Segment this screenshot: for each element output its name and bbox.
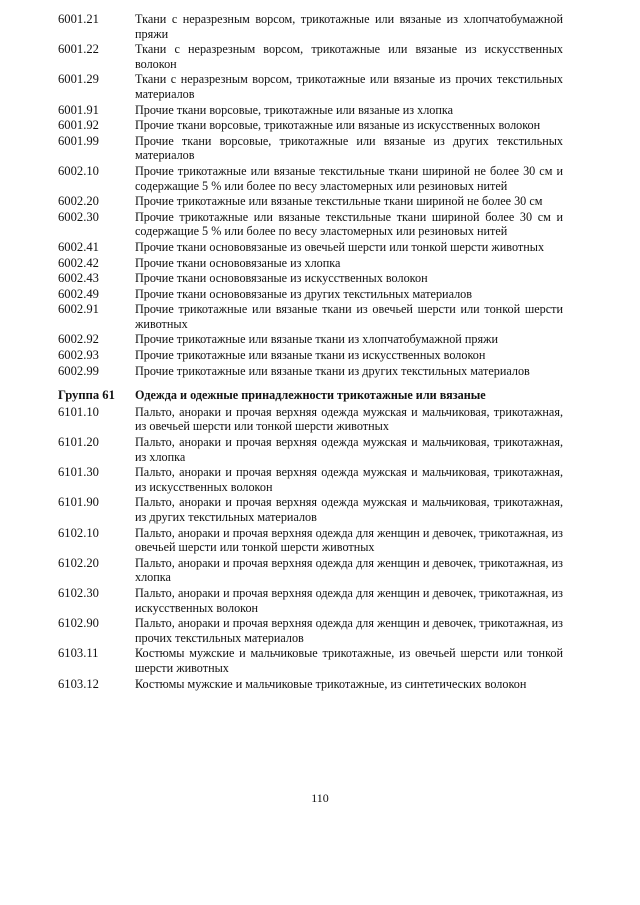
list-item bbox=[58, 271, 563, 286]
item-code: 6102.30 bbox=[58, 585, 99, 600]
item-description: Прочие трикотажные или вязаные ткани из овечьей шерсти или тонкой шерсти животных bbox=[135, 302, 563, 331]
item-description: Прочие трикотажные или вязаные текстильные ткани шириной не более 30 см bbox=[135, 194, 543, 209]
tariff-code-list bbox=[58, 12, 563, 692]
item-code: 6002.41 bbox=[58, 239, 99, 254]
item-description: Пальто, анораки и прочая верхняя одежда для женщин и девочек, трикотажная, из искусственных волокон bbox=[135, 585, 563, 615]
list-item bbox=[58, 240, 563, 255]
item-code: 6001.29 bbox=[58, 72, 99, 87]
group-heading bbox=[58, 388, 563, 403]
list-item bbox=[58, 210, 563, 239]
item-code: 6001.21 bbox=[58, 12, 99, 26]
item-description: Прочие трикотажные или вязаные текстильные ткани шириной более 30 см и содержащие 5 % или более по весу эластомерных или резиновых нитей bbox=[135, 209, 563, 239]
group-code: Группа 61 bbox=[58, 388, 115, 403]
item-description: Прочие трикотажные или вязаные ткани из искусственных волокон bbox=[135, 348, 486, 363]
item-description: Прочие трикотажные или вязаные ткани из хлопчатобумажной пряжи bbox=[135, 332, 499, 347]
list-item bbox=[58, 616, 563, 645]
item-description: Прочие трикотажные или вязаные текстильные ткани шириной не более 30 см и содержащие 5 % или более по весу эластомерных или резиновых нитей bbox=[135, 163, 563, 193]
item-description: Прочие ткани ворсовые, трикотажные или вязаные из хлопка bbox=[135, 102, 454, 117]
item-code: 6002.10 bbox=[58, 163, 99, 178]
item-description: Прочие ткани ворсовые, трикотажные или вязаные из других текстильных материалов bbox=[135, 133, 563, 163]
item-description: Прочие ткани основовязаные из других текстильных материалов bbox=[135, 286, 473, 301]
list-item bbox=[58, 256, 563, 271]
item-code: 6002.49 bbox=[58, 286, 99, 301]
item-description: Костюмы мужские и мальчиковые трикотажные, из синтетических волокон bbox=[135, 676, 527, 691]
list-item bbox=[58, 495, 563, 524]
item-description: Пальто, анораки и прочая верхняя одежда для женщин и девочек, трикотажная, из прочих текстильных материалов bbox=[135, 616, 563, 645]
item-description: Прочие ткани ворсовые, трикотажные или вязаные из искусственных волокон bbox=[135, 118, 541, 133]
item-code: 6001.22 bbox=[58, 42, 99, 57]
item-code: 6002.99 bbox=[58, 363, 99, 378]
item-code: 6001.92 bbox=[58, 118, 99, 133]
list-item bbox=[58, 405, 563, 434]
item-code: 6102.10 bbox=[58, 525, 99, 540]
item-description: Ткани с неразрезным ворсом, трикотажные или вязаные из искусственных волокон bbox=[135, 42, 563, 71]
item-description: Пальто, анораки и прочая верхняя одежда для женщин и девочек, трикотажная, из хлопка bbox=[135, 555, 563, 585]
list-item bbox=[58, 586, 563, 615]
item-code: 6102.20 bbox=[58, 555, 99, 570]
item-code: 6002.91 bbox=[58, 302, 99, 317]
group-title: Одежда и одежные принадлежности трикотажные или вязаные bbox=[135, 388, 486, 403]
list-item bbox=[58, 364, 563, 379]
list-item bbox=[58, 134, 563, 163]
item-description: Костюмы мужские и мальчиковые трикотажные, из овечьей шерсти или тонкой шерсти животных bbox=[135, 646, 563, 675]
list-item bbox=[58, 435, 563, 464]
item-code: 6002.93 bbox=[58, 348, 99, 363]
list-item bbox=[58, 42, 563, 71]
list-item bbox=[58, 164, 563, 193]
item-code: 6002.30 bbox=[58, 209, 99, 224]
list-item bbox=[58, 526, 563, 555]
list-item bbox=[58, 348, 563, 363]
item-description: Прочие ткани основовязаные из искусственных волокон bbox=[135, 271, 428, 286]
list-item bbox=[58, 12, 563, 41]
list-item bbox=[58, 332, 563, 347]
item-description: Пальто, анораки и прочая верхняя одежда мужская и мальчиковая, трикотажная, из хлопка bbox=[135, 435, 563, 464]
list-item bbox=[58, 103, 563, 118]
item-description: Прочие ткани основовязаные из овечьей шерсти или тонкой шерсти животных bbox=[135, 239, 545, 254]
item-code: 6001.91 bbox=[58, 102, 99, 117]
item-code: 6103.12 bbox=[58, 676, 99, 691]
list-item bbox=[58, 465, 563, 494]
list-item bbox=[58, 556, 563, 585]
item-code: 6002.43 bbox=[58, 271, 99, 286]
item-code: 6002.20 bbox=[58, 194, 99, 209]
list-item bbox=[58, 72, 563, 101]
list-item bbox=[58, 646, 563, 675]
item-code: 6101.30 bbox=[58, 465, 99, 480]
item-code: 6101.90 bbox=[58, 495, 99, 510]
item-description: Пальто, анораки и прочая верхняя одежда мужская и мальчиковая, трикотажная, из искусственных волокон bbox=[135, 465, 563, 494]
item-description: Пальто, анораки и прочая верхняя одежда мужская и мальчиковая, трикотажная, из овечьей шерсти или тонкой шерсти животных bbox=[135, 404, 563, 434]
item-code: 6001.99 bbox=[58, 133, 99, 148]
list-item bbox=[58, 302, 563, 331]
item-description: Прочие трикотажные или вязаные ткани из других текстильных материалов bbox=[135, 363, 530, 378]
item-code: 6101.20 bbox=[58, 435, 99, 450]
item-description: Прочие ткани основовязаные из хлопка bbox=[135, 255, 341, 270]
item-code: 6101.10 bbox=[58, 404, 99, 419]
item-code: 6002.42 bbox=[58, 255, 99, 270]
item-code: 6002.92 bbox=[58, 332, 99, 347]
item-description: Ткани с неразрезным ворсом, трикотажные или вязаные из прочих текстильных материалов bbox=[135, 72, 563, 101]
page-number: 110 bbox=[311, 791, 329, 805]
item-code: 6103.11 bbox=[58, 646, 99, 661]
list-item bbox=[58, 118, 563, 133]
item-description: Ткани с неразрезным ворсом, трикотажные или вязаные из хлопчатобумажной пряжи bbox=[135, 12, 563, 41]
item-description: Пальто, анораки и прочая верхняя одежда мужская и мальчиковая, трикотажная, из других текстильных материалов bbox=[135, 495, 563, 524]
item-code: 6102.90 bbox=[58, 616, 99, 631]
list-item bbox=[58, 194, 563, 209]
list-item bbox=[58, 287, 563, 302]
item-description: Пальто, анораки и прочая верхняя одежда для женщин и девочек, трикотажная, из овечьей шерсти или тонкой шерсти животных bbox=[135, 525, 563, 555]
list-item bbox=[58, 677, 563, 692]
